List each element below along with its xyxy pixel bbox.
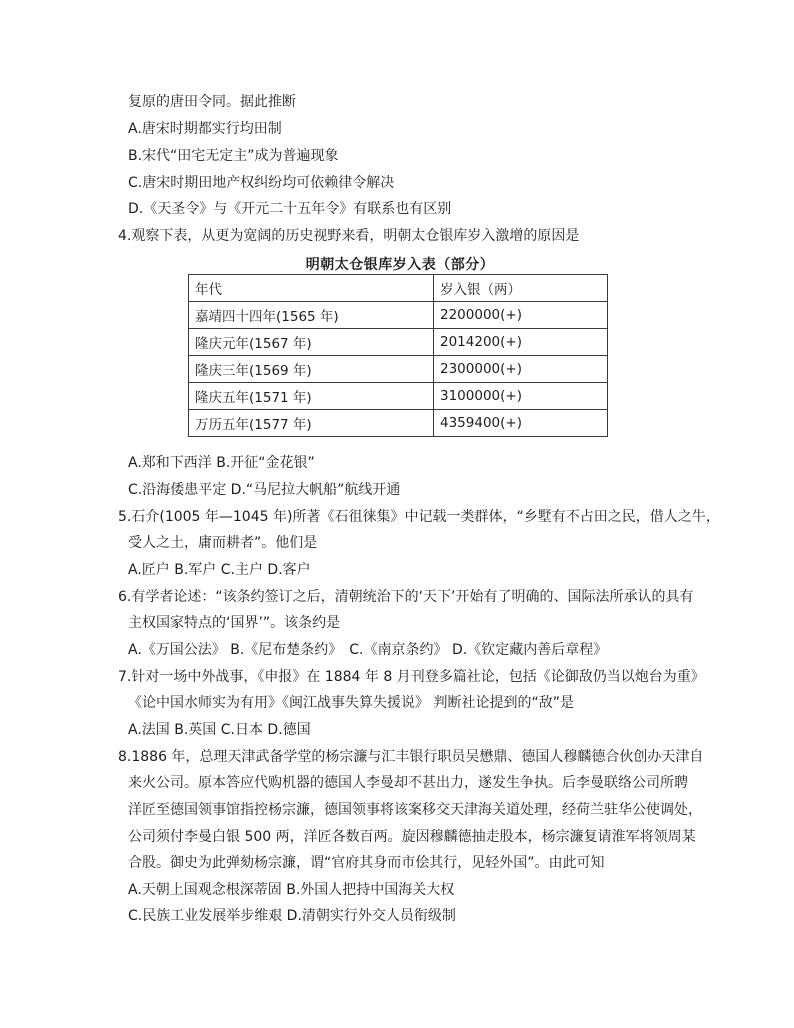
q3-option-a: A.唐宋时期都实行均田制: [128, 121, 282, 137]
q8-stem-line1: 8.1886 年，总理天津武备学堂的杨宗濂与汇丰银行职员吴懋鼎、德国人穆麟德合伙创办天津自: [118, 749, 704, 765]
q6-options: A.《万国公法》 B.《尼布楚条约》 C.《南京条约》 D.《钦定藏内善后章程》: [128, 642, 608, 658]
q7-stem-line1: 7.针对一场中外战事，《申报》在 1884 年 8 月刊登多篇社论，包括《论御敌仍当以炮台为重》: [118, 669, 705, 685]
q5-stem-line1: 5.石介(1005 年—1045 年)所著《石徂徕集》中记载一类群体，“乡墅有不占田之民，借人之牛，: [118, 509, 720, 525]
table-row: [189, 410, 608, 437]
table-header-year: 年代: [189, 275, 434, 302]
table-cell-year: 隆庆三年(1569 年): [189, 356, 434, 383]
table-row: [189, 356, 608, 383]
table-cell-silver: 2014200(+): [434, 329, 608, 356]
q8-stem-line5: 合股。御史为此弹劾杨宗濂，谓“官府其身而市侩其行，见轻外国”。由此可知: [128, 855, 605, 871]
q6-stem-line2: 主权国家特点的‘国界’”。该条约是: [128, 615, 341, 631]
table-cell-silver: 4359400(+): [434, 410, 608, 437]
q3-option-d: D.《天圣令》与《开元二十五年令》有联系也有区别: [128, 201, 452, 217]
q3-stem-continuation: 复原的唐田令同。据此推断: [128, 94, 296, 110]
table-cell-silver: 2200000(+): [434, 302, 608, 329]
table-row: [189, 383, 608, 410]
q4-stem: 4.观察下表，从更为宽阔的历史视野来看，明朝太仓银库岁入激增的原因是: [118, 228, 580, 244]
q4-options-cd: C.沿海倭患平定 D.“马尼拉大帆船”航线开通: [128, 482, 401, 498]
q8-stem-line4: 公司须付李曼白银 500 两，洋匠各数百两。旋因穆麟德抽走股本，杨宗濂复请淮军将领周某: [128, 829, 696, 845]
q7-stem-line2: 《论中国水师实为有用》《闽江战事失算失援说》 判断社论提到的“敌”是: [128, 695, 574, 711]
table-header-silver: 岁入银（两）: [434, 275, 608, 302]
q8-options-cd: C.民族工业发展举步维艰 D.清朝实行外交人员衔级制: [128, 908, 456, 924]
table-title: 明朝太仓银库岁入表（部分）: [305, 257, 495, 273]
q6-stem-line1: 6.有学者论述：“该条约签订之后，清朝统治下的‘天下’开始有了明确的、国际法所承认的具有: [118, 589, 694, 605]
q3-option-c: C.唐宋时期田地产权纠纷均可依赖律令解决: [128, 175, 395, 191]
q7-options: A.法国 B.英国 C.日本 D.德国: [128, 722, 311, 738]
table-header-row: [189, 275, 608, 302]
table-cell-year: 嘉靖四十四年(1565 年): [189, 302, 434, 329]
table-cell-year: 隆庆元年(1567 年): [189, 329, 434, 356]
q5-options: A.匠户 B.军户 C.主户 D.客户: [128, 562, 311, 578]
q8-stem-line2: 来火公司。原本答应代购机器的德国人李曼却不甚出力，遂发生争执。后李曼联络公司所聘: [128, 775, 688, 791]
q4-options-ab: A.郑和下西洋 B.开征“金花银”: [128, 455, 315, 471]
table-cell-silver: 3100000(+): [434, 383, 608, 410]
q8-stem-line3: 洋匠至德国领事馆指控杨宗濂，德国领事将该案移交天津海关道处理，经荷兰驻华公使调处，: [128, 802, 702, 818]
q5-stem-line2: 受人之土，庸而耕者”。他们是: [128, 535, 318, 551]
table-row: [189, 329, 608, 356]
silver-revenue-table: [188, 274, 608, 437]
q8-options-ab: A.天朝上国观念根深蒂固 B.外国人把持中国海关大权: [128, 882, 455, 898]
table-cell-year: 隆庆五年(1571 年): [189, 383, 434, 410]
q3-option-b: B.宋代“田宅无定主”成为普遍现象: [128, 148, 339, 164]
table-cell-silver: 2300000(+): [434, 356, 608, 383]
table-row: [189, 302, 608, 329]
table-cell-year: 万历五年(1577 年): [189, 410, 434, 437]
